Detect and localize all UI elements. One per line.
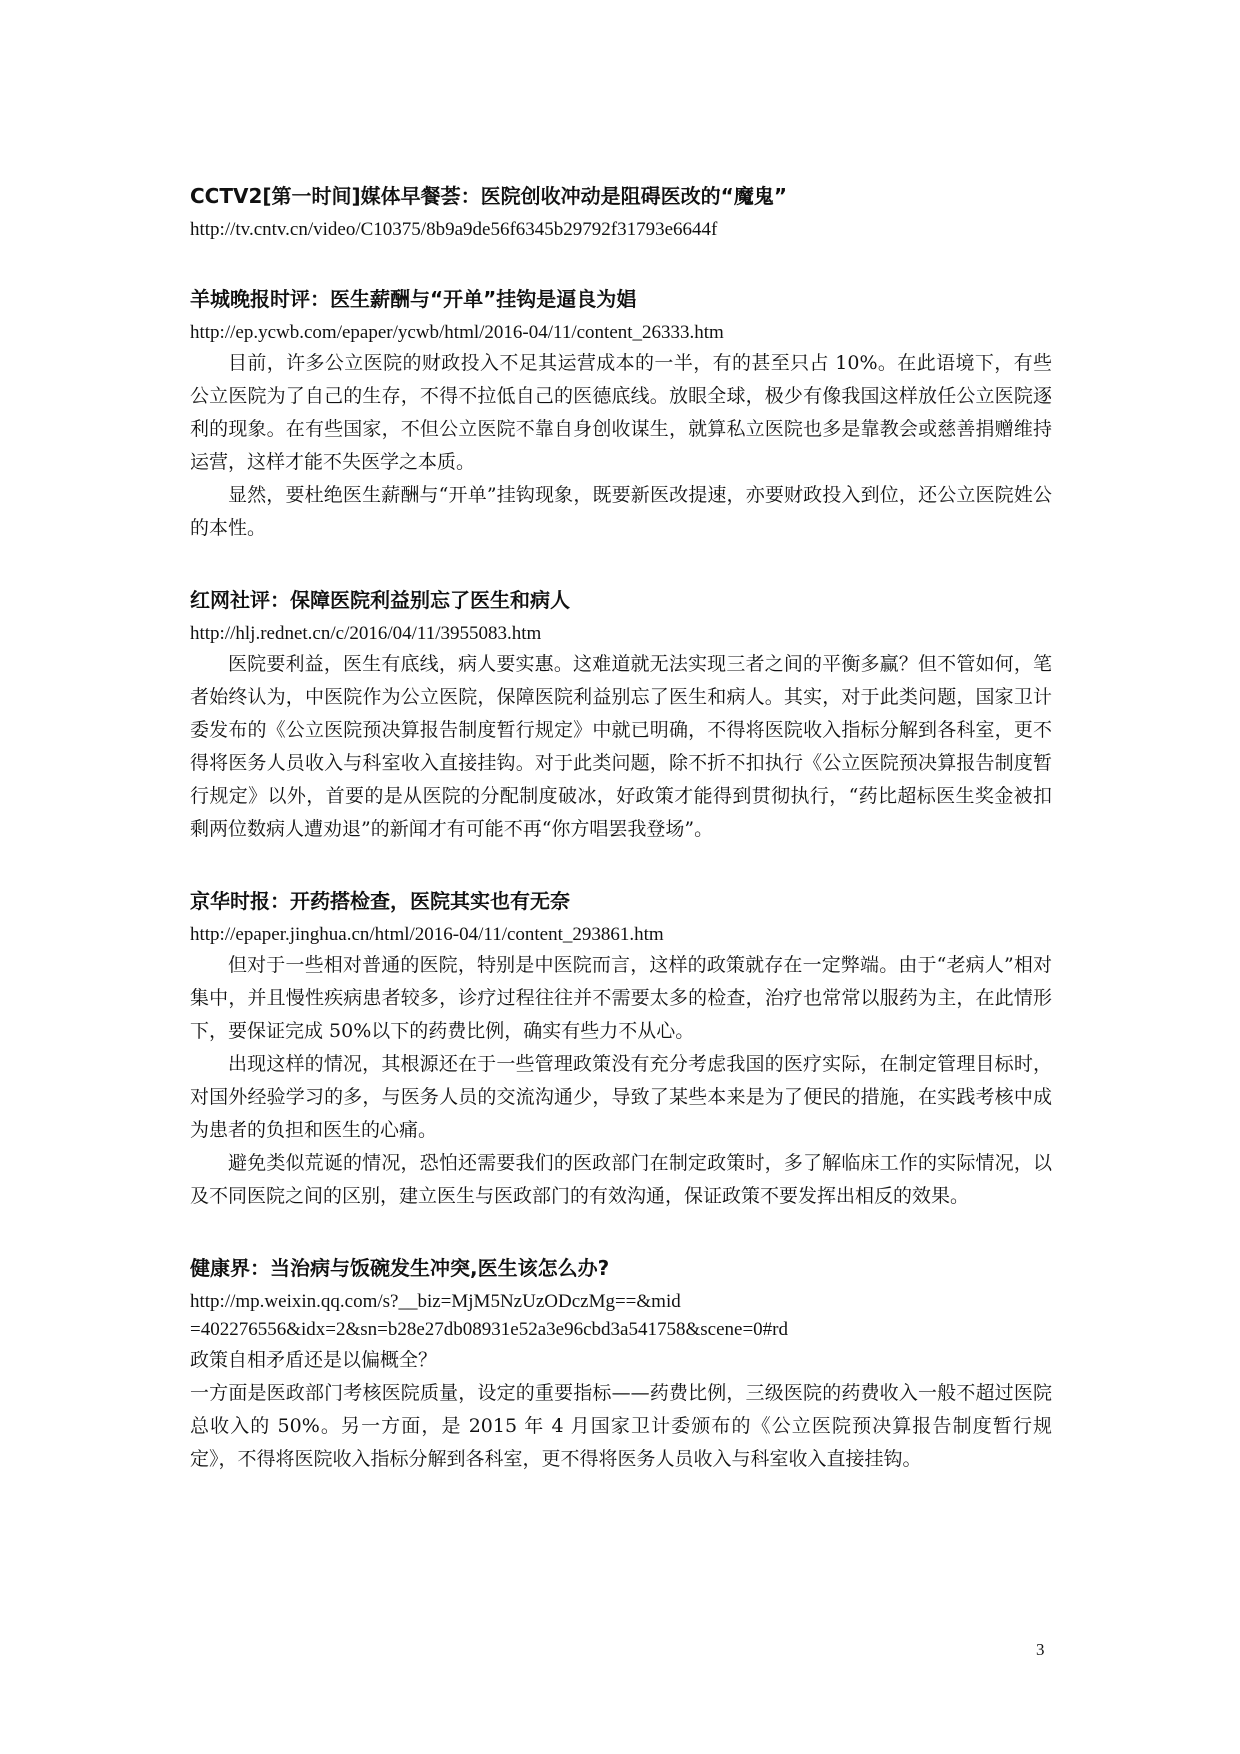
article-url[interactable]: http://tv.cntv.cn/video/C10375/8b9a9de56f6345b29792f31793e6644f bbox=[190, 219, 718, 240]
article-title: 健康界：当治病与饭碗发生冲突,医生该怎么办? bbox=[190, 1256, 610, 1280]
article-title: 京华时报：开药搭检查，医院其实也有无奈 bbox=[190, 889, 570, 913]
article-url[interactable]: http://hlj.rednet.cn/c/2016/04/11/3955083.htm bbox=[190, 623, 542, 644]
article-paragraph: 出现这样的情况，其根源还在于一些管理政策没有充分考虑我国的医疗实际，在制定管理目标时，对国外经验学习的多，与医务人员的交流沟通少，导致了某些本来是为了便民的措施，在实践考核中成为患者的负担和医生的心痛。 bbox=[190, 1053, 1052, 1141]
document-page bbox=[190, 182, 1052, 1517]
article-cctv2 bbox=[190, 182, 1052, 244]
article-paragraph: 避免类似荒诞的情况，恐怕还需要我们的医政部门在制定政策时，多了解临床工作的实际情况，以及不同医院之间的区别，建立医生与医政部门的有效沟通，保证政策不要发挥出相反的效果。 bbox=[190, 1152, 1052, 1207]
article-paragraph: 政策自相矛盾还是以偏概全？ bbox=[190, 1349, 438, 1371]
article-url-continued[interactable]: =402276556&idx=2&sn=b28e27db08931e52a3e96cbd3a541758&scene=0#rd bbox=[190, 1319, 788, 1340]
article-paragraph: 但对于一些相对普通的医院，特别是中医院而言，这样的政策就存在一定弊端。由于“老病人”相对集中，并且慢性疾病患者较多，诊疗过程往往并不需要太多的检查，治疗也常常以服药为主，在此情形下，要保证完成 50%以下的药费比例，确实有些力不从心。 bbox=[190, 954, 1052, 1042]
article-jinghua bbox=[190, 887, 1052, 1213]
article-title: 红网社评：保障医院利益别忘了医生和病人 bbox=[190, 588, 570, 612]
article-title: CCTV2[第一时间]媒体早餐荟：医院创收冲动是阻碍医改的“魔鬼” bbox=[190, 184, 787, 208]
article-paragraph: 目前，许多公立医院的财政投入不足其运营成本的一半，有的甚至只占 10%。在此语境下，有些公立医院为了自己的生存，不得不拉低自己的医德底线。放眼全球，极少有像我国这样放任公立医院逐利的现象。在有些国家，不但公立医院不靠自身创收谋生，就算私立医院也多是靠教会或慈善捐赠维持运营，这样才能不失医学之本质。 bbox=[190, 352, 1052, 473]
page-number: 3 bbox=[1036, 1640, 1045, 1659]
article-url[interactable]: http://mp.weixin.qq.com/s?__biz=MjM5NzUzODczMg==&mid bbox=[190, 1291, 681, 1312]
article-ycwb bbox=[190, 285, 1052, 545]
article-cn-healthcare bbox=[190, 1254, 1052, 1476]
article-url[interactable]: http://epaper.jinghua.cn/html/2016-04/11/content_293861.htm bbox=[190, 924, 664, 945]
article-paragraph: 一方面是医政部门考核医院质量，设定的重要指标——药费比例，三级医院的药费收入一般不超过医院总收入的 50%。另一方面，是 2015 年 4 月国家卫计委颁布的《公立医院预决算报告制度暂行规定》，不得将医院收入指标分解到各科室，更不得将医务人员收入与科室收入直接挂钩。 bbox=[190, 1382, 1052, 1470]
article-paragraph: 医院要利益，医生有底线，病人要实惠。这难道就无法实现三者之间的平衡多赢？但不管如何，笔者始终认为，中医院作为公立医院，保障医院利益别忘了医生和病人。其实，对于此类问题，国家卫计委发布的《公立医院预决算报告制度暂行规定》中就已明确，不得将医院收入指标分解到各科室，更不得将医务人员收入与科室收入直接挂钩。对于此类问题，除不折不扣执行《公立医院预决算报告制度暂行规定》以外，首要的是从医院的分配制度破冰，好政策才能得到贯彻执行，“药比超标医生奖金被扣剩两位数病人遭劝退”的新闻才有可能不再“你方唱罢我登场”。 bbox=[190, 653, 1052, 840]
article-title: 羊城晚报时评：医生薪酬与“开单”挂钩是逼良为娼 bbox=[190, 287, 637, 311]
article-rednet bbox=[190, 586, 1052, 846]
article-url[interactable]: http://ep.ycwb.com/epaper/ycwb/html/2016-04/11/content_26333.htm bbox=[190, 322, 724, 343]
article-paragraph: 显然，要杜绝医生薪酬与“开单”挂钩现象，既要新医改提速，亦要财政投入到位，还公立医院姓公的本性。 bbox=[190, 484, 1052, 539]
